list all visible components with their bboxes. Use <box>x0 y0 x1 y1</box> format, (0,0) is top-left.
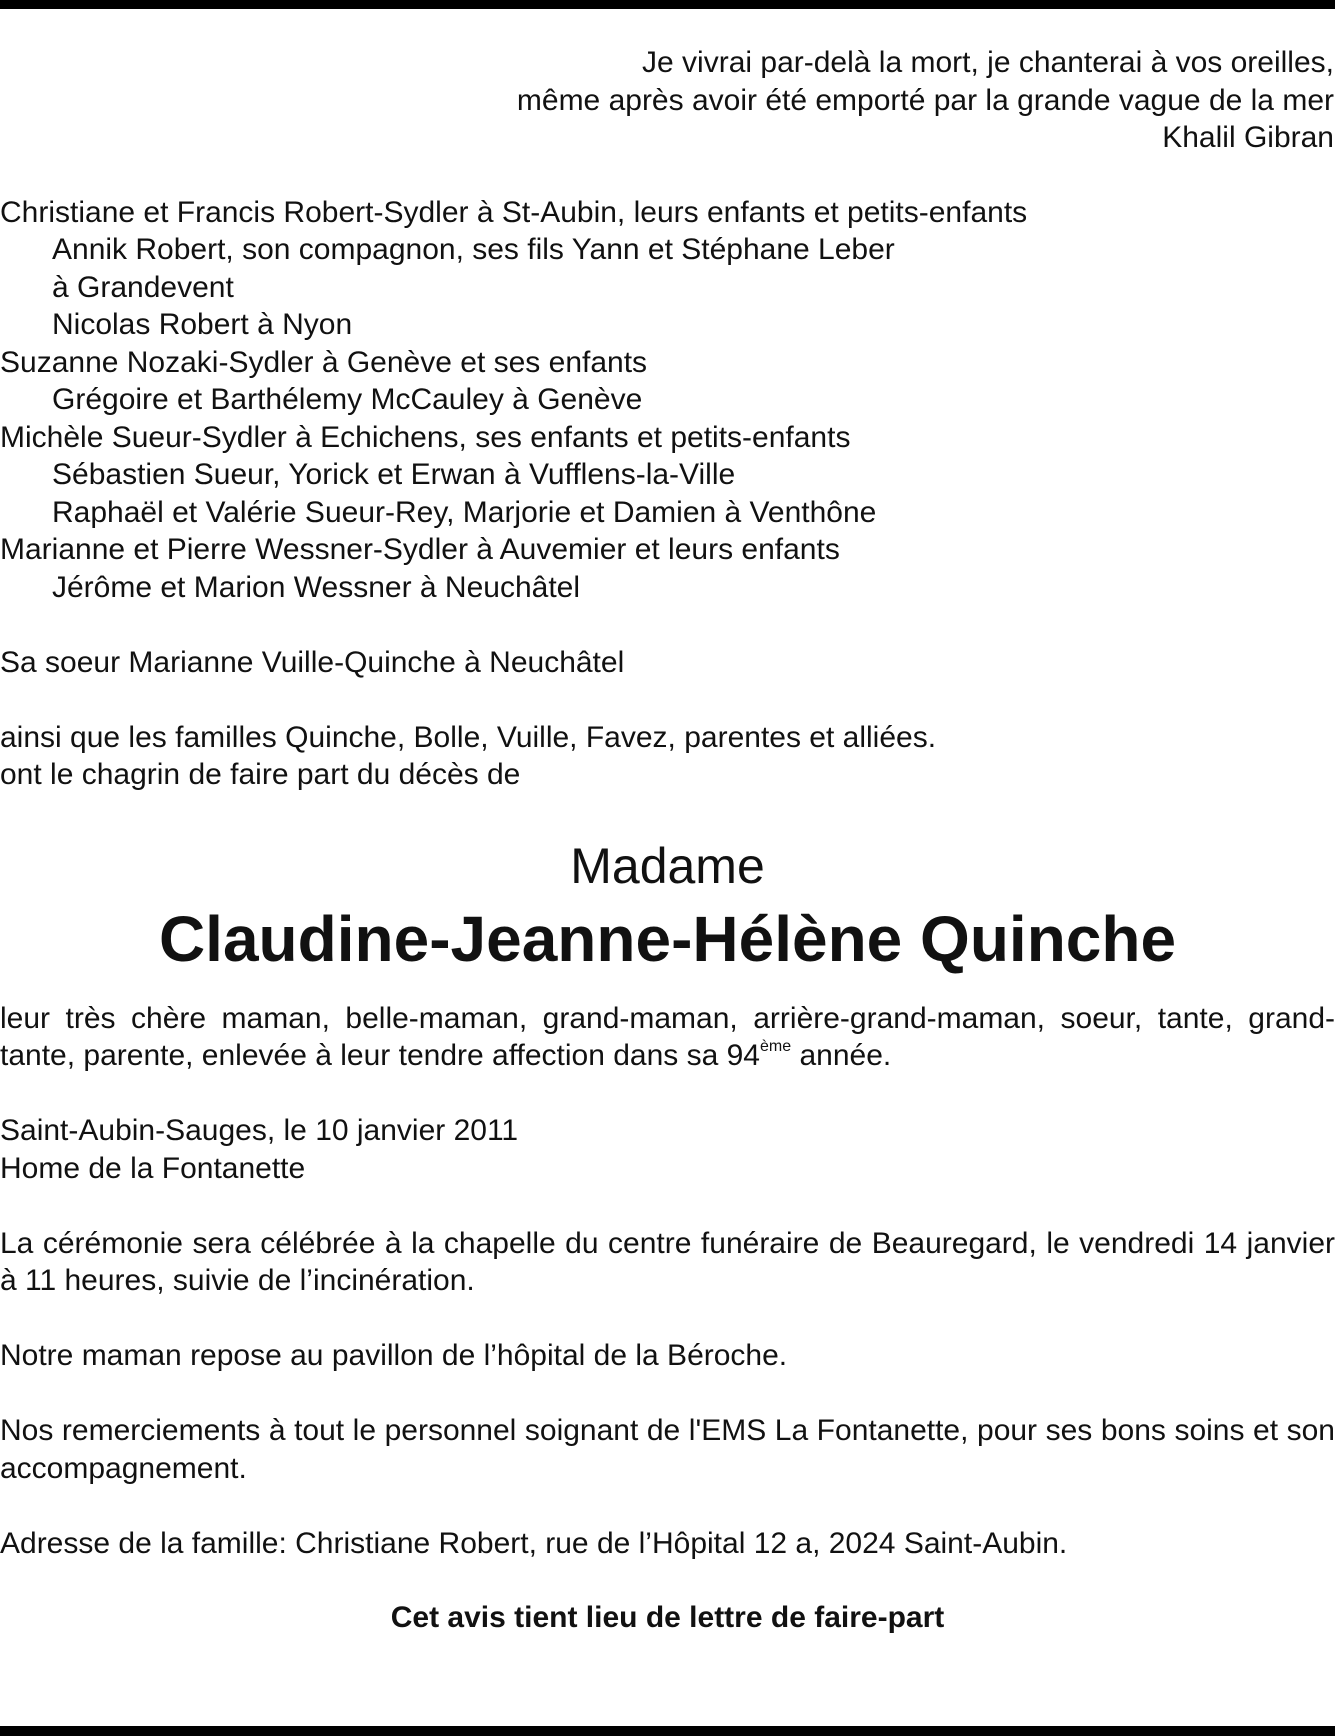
deceased-title <box>0 836 1335 978</box>
family-member: Marianne et Pierre Wessner-Sydler à Auvemier et leurs enfants <box>0 533 840 566</box>
repose-line: Notre maman repose au pavillon de l’hôpital de la Béroche. <box>0 1339 788 1372</box>
honorific: Madame <box>570 837 765 894</box>
obituary-notice <box>0 44 1335 1637</box>
announcement-line: ont le chagrin de faire part du décès de <box>0 758 521 791</box>
closing-note: Cet avis tient lieu de lettre de faire-part <box>390 1601 945 1634</box>
ceremony-paragraph: La cérémonie sera célébrée à la chapelle du centre funéraire de Beauregard, le vendredi 14 janvier à 11 heures, suivie de l’incinération. <box>0 1226 1335 1297</box>
family-address: Adresse de la famille: Christiane Robert, rue de l’Hôpital 12 a, 2024 Saint-Aubin. <box>0 1526 1068 1560</box>
family-member: Nicolas Robert à Nyon <box>52 308 353 341</box>
tribute-paragraph <box>0 1000 1335 1075</box>
sister-line: Sa soeur Marianne Vuille-Quinche à Neuchâtel <box>0 645 625 679</box>
thanks-paragraph: Nos remerciements à tout le personnel soignant de l'EMS La Fontanette, pour ses bons soins et son accompagnement. <box>0 1414 1335 1485</box>
family-list <box>0 194 1335 607</box>
family-member: Michèle Sueur-Sydler à Echichens, ses enfants et petits-enfants <box>0 420 851 454</box>
epigraph-author: Khalil Gibran <box>1162 121 1334 154</box>
epigraph-line: Je vivrai par-delà la mort, je chanterai à vos oreilles, <box>642 46 1334 79</box>
tribute-text: leur très chère maman, belle-maman, grand-maman, arrière-grand-maman, soeur, tante, grand-tante, parente, enlevée à leur tendre affection dans sa 94 <box>0 1001 1335 1072</box>
deceased-name: Claudine-Jeanne-Hélène Quinche <box>158 902 1177 975</box>
residence: Home de la Fontanette <box>0 1151 306 1185</box>
bottom-rule <box>0 1726 1335 1736</box>
place-date: Saint-Aubin-Sauges, le 10 janvier 2011 <box>0 1114 519 1147</box>
epigraph <box>0 44 1335 157</box>
tribute-end: année. <box>791 1039 892 1072</box>
ordinal-suffix: ème <box>760 1038 792 1055</box>
family-member: Christiane et Francis Robert-Sydler à St-Aubin, leurs enfants et petits-enfants <box>0 195 1028 229</box>
family-member: Suzanne Nozaki-Sydler à Genève et ses enfants <box>0 345 648 379</box>
family-member: Grégoire et Barthélemy McCauley à Genève <box>52 383 643 416</box>
epigraph-line: même après avoir été emporté par la grande vague de la mer <box>516 83 1334 117</box>
family-member: à Grandevent <box>52 270 234 304</box>
extended-families: ainsi que les familles Quinche, Bolle, Vuille, Favez, parentes et alliées. <box>0 720 937 754</box>
family-member: Jérôme et Marion Wessner à Neuchâtel <box>52 570 581 604</box>
family-member: Sébastien Sueur, Yorick et Erwan à Vufflens-la-Ville <box>52 458 736 491</box>
family-member: Raphaël et Valérie Sueur-Rey, Marjorie et Damien à Venthône <box>52 495 877 529</box>
top-rule <box>0 0 1335 9</box>
family-member: Annik Robert, son compagnon, ses fils Yann et Stéphane Leber <box>52 233 895 266</box>
